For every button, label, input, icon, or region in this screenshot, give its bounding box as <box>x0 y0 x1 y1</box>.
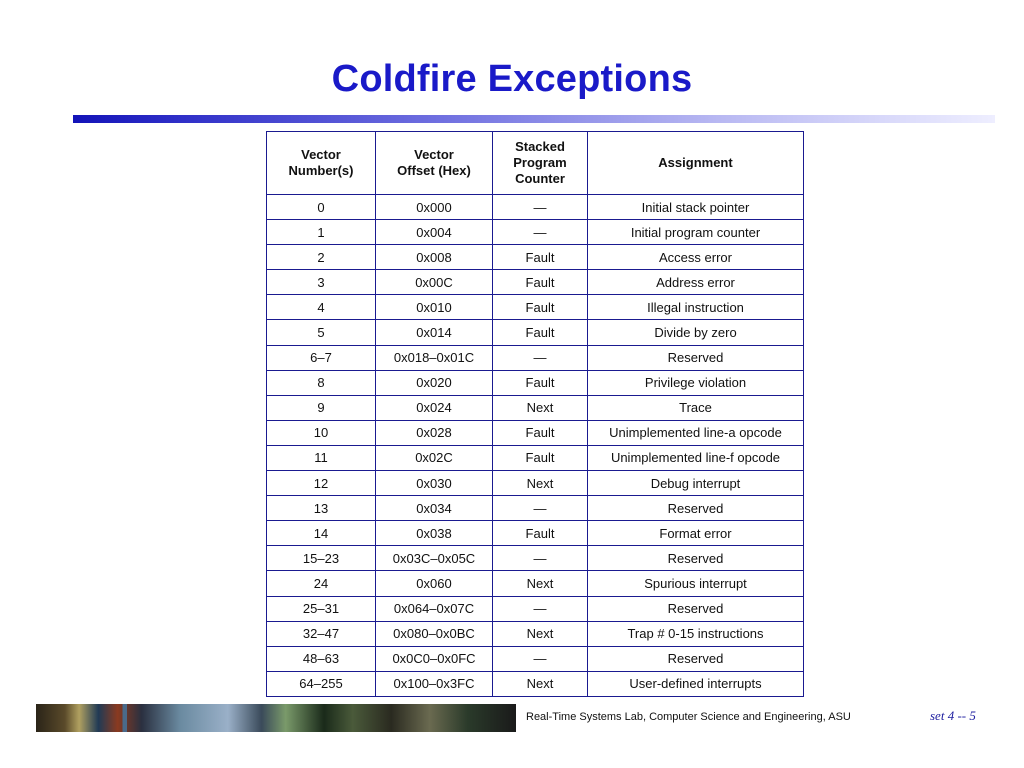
cell-assignment: Trace <box>588 395 804 420</box>
table-row <box>267 420 804 445</box>
cell-stacked-pc: Fault <box>493 420 588 445</box>
cell-stacked-pc: Fault <box>493 270 588 295</box>
cell-assignment: Unimplemented line-a opcode <box>588 420 804 445</box>
table-row <box>267 345 804 370</box>
cell-stacked-pc: Fault <box>493 370 588 395</box>
cell-assignment: Format error <box>588 521 804 546</box>
cell-vector-offset: 0x030 <box>376 471 493 496</box>
cell-vector-number: 10 <box>267 420 376 445</box>
cell-assignment: Reserved <box>588 345 804 370</box>
cell-assignment: Privilege violation <box>588 370 804 395</box>
table-row <box>267 571 804 596</box>
table-row <box>267 621 804 646</box>
table-row <box>267 471 804 496</box>
header-vector-offset: Vector Offset (Hex) <box>376 132 493 195</box>
title-underline-bar <box>73 115 995 123</box>
table-row <box>267 546 804 571</box>
cell-vector-offset: 0x100–0x3FC <box>376 671 493 696</box>
cell-stacked-pc: Fault <box>493 521 588 546</box>
cell-assignment: Reserved <box>588 546 804 571</box>
cell-vector-number: 9 <box>267 395 376 420</box>
cell-vector-number: 48–63 <box>267 646 376 671</box>
cell-stacked-pc: Fault <box>493 245 588 270</box>
cell-vector-offset: 0x024 <box>376 395 493 420</box>
cell-stacked-pc: Next <box>493 471 588 496</box>
cell-assignment: Initial stack pointer <box>588 195 804 220</box>
cell-vector-offset: 0x018–0x01C <box>376 345 493 370</box>
cell-stacked-pc: — <box>493 646 588 671</box>
cell-vector-number: 13 <box>267 496 376 521</box>
cell-stacked-pc: Next <box>493 571 588 596</box>
cell-vector-number: 14 <box>267 521 376 546</box>
table-row <box>267 195 804 220</box>
cell-assignment: Illegal instruction <box>588 295 804 320</box>
table-row <box>267 320 804 345</box>
cell-stacked-pc: — <box>493 220 588 245</box>
cell-vector-offset: 0x028 <box>376 420 493 445</box>
cell-assignment: Spurious interrupt <box>588 571 804 596</box>
table-header-row <box>267 132 804 195</box>
cell-vector-number: 0 <box>267 195 376 220</box>
cell-vector-offset: 0x0C0–0x0FC <box>376 646 493 671</box>
cell-vector-number: 3 <box>267 270 376 295</box>
table-row <box>267 370 804 395</box>
table-body <box>267 195 804 697</box>
cell-stacked-pc: Next <box>493 395 588 420</box>
cell-stacked-pc: — <box>493 546 588 571</box>
cell-vector-number: 64–255 <box>267 671 376 696</box>
cell-vector-number: 24 <box>267 571 376 596</box>
cell-vector-offset: 0x034 <box>376 496 493 521</box>
cell-stacked-pc: — <box>493 496 588 521</box>
cell-vector-number: 1 <box>267 220 376 245</box>
cell-vector-offset: 0x000 <box>376 195 493 220</box>
cell-assignment: Debug interrupt <box>588 471 804 496</box>
table-row <box>267 295 804 320</box>
cell-assignment: Unimplemented line-f opcode <box>588 445 804 470</box>
table-row <box>267 270 804 295</box>
cell-stacked-pc: Fault <box>493 445 588 470</box>
cell-assignment: Reserved <box>588 496 804 521</box>
cell-assignment: Initial program counter <box>588 220 804 245</box>
cell-stacked-pc: Fault <box>493 320 588 345</box>
cell-stacked-pc: — <box>493 345 588 370</box>
cell-vector-offset: 0x008 <box>376 245 493 270</box>
cell-vector-offset: 0x00C <box>376 270 493 295</box>
table-row <box>267 220 804 245</box>
table-row <box>267 395 804 420</box>
cell-assignment: Divide by zero <box>588 320 804 345</box>
exception-vector-table <box>266 131 804 697</box>
header-stacked-pc: Stacked Program Counter <box>493 132 588 195</box>
cell-vector-offset: 0x020 <box>376 370 493 395</box>
cell-stacked-pc: Next <box>493 671 588 696</box>
header-vector-number: Vector Number(s) <box>267 132 376 195</box>
table-row <box>267 496 804 521</box>
cell-vector-number: 5 <box>267 320 376 345</box>
cell-assignment: Reserved <box>588 596 804 621</box>
cell-vector-offset: 0x060 <box>376 571 493 596</box>
cell-vector-offset: 0x038 <box>376 521 493 546</box>
table-row <box>267 596 804 621</box>
cell-vector-number: 4 <box>267 295 376 320</box>
cell-vector-offset: 0x014 <box>376 320 493 345</box>
footer-affiliation: Real-Time Systems Lab, Computer Science and Engineering, ASU <box>526 711 851 723</box>
table-row <box>267 245 804 270</box>
cell-vector-number: 6–7 <box>267 345 376 370</box>
cell-vector-number: 11 <box>267 445 376 470</box>
cell-vector-number: 25–31 <box>267 596 376 621</box>
cell-vector-offset: 0x080–0x0BC <box>376 621 493 646</box>
cell-stacked-pc: Next <box>493 621 588 646</box>
cell-stacked-pc: — <box>493 596 588 621</box>
cell-stacked-pc: Fault <box>493 295 588 320</box>
cell-vector-number: 12 <box>267 471 376 496</box>
cell-vector-number: 8 <box>267 370 376 395</box>
footer-banner-image <box>36 704 516 732</box>
cell-assignment: Access error <box>588 245 804 270</box>
cell-vector-offset: 0x064–0x07C <box>376 596 493 621</box>
slide-title: Coldfire Exceptions <box>331 58 693 100</box>
cell-stacked-pc: — <box>493 195 588 220</box>
cell-vector-number: 15–23 <box>267 546 376 571</box>
cell-vector-offset: 0x010 <box>376 295 493 320</box>
table-row <box>267 445 804 470</box>
table-row <box>267 521 804 546</box>
header-assignment: Assignment <box>588 132 804 195</box>
cell-assignment: Address error <box>588 270 804 295</box>
cell-vector-number: 2 <box>267 245 376 270</box>
cell-assignment: Trap # 0-15 instructions <box>588 621 804 646</box>
table-row <box>267 646 804 671</box>
table-row <box>267 671 804 696</box>
cell-assignment: Reserved <box>588 646 804 671</box>
cell-vector-number: 32–47 <box>267 621 376 646</box>
cell-vector-offset: 0x02C <box>376 445 493 470</box>
cell-vector-offset: 0x03C–0x05C <box>376 546 493 571</box>
cell-vector-offset: 0x004 <box>376 220 493 245</box>
cell-assignment: User-defined interrupts <box>588 671 804 696</box>
slide-number: set 4 -- 5 <box>930 708 976 723</box>
